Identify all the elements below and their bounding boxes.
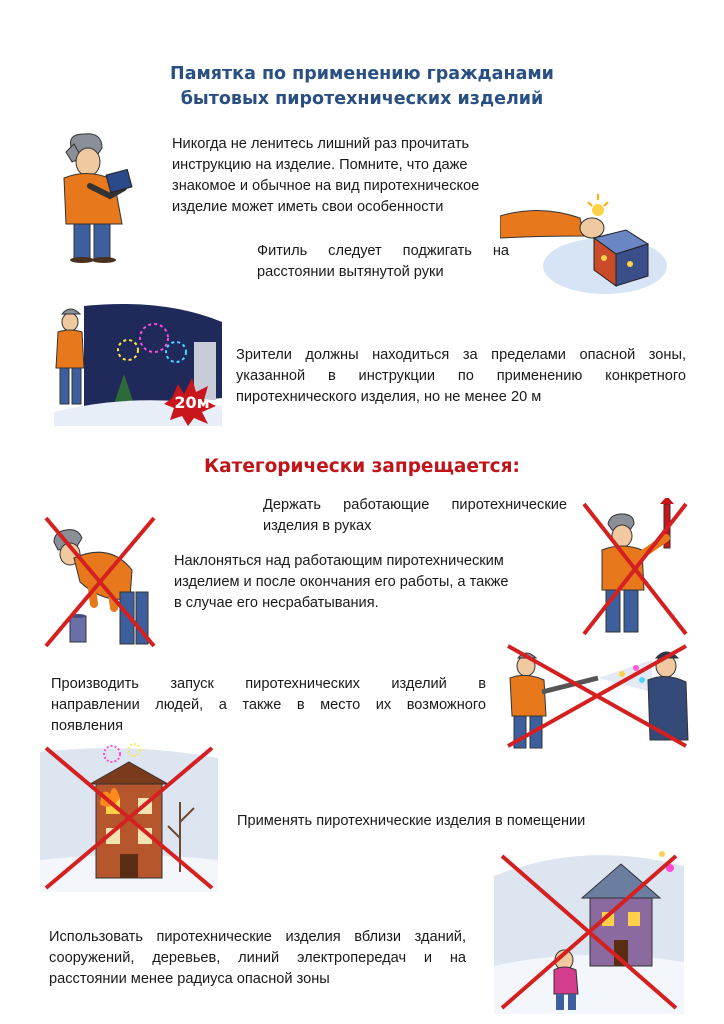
page-title <box>100 62 624 112</box>
lean-text: Наклоняться над работающим пиротехническим изделием и после окончания его работы, а также в случае его несрабатывания. <box>174 553 509 611</box>
instruction-text: Никогда не ленитесь лишний раз прочитать инструкцию на изделие. Помните, что даже знакомое и обычное на вид пиротехническое изделие может иметь свои особенности <box>172 136 480 215</box>
indoor-fireworks-illustration <box>40 742 218 892</box>
lighting-fuse-illustration <box>500 180 670 298</box>
spectators-text: Зрители должны находиться за пределами опасной зоны, указанной в инструкции по применению конкретного пиротехнического изделия, но не менее 20 м <box>236 347 686 405</box>
spectators-illustration <box>44 302 224 426</box>
man-reading-illustration <box>44 128 144 264</box>
leaning-man-illustration <box>40 512 160 652</box>
title-line-1: Памятка по применению гражданами <box>170 64 554 84</box>
distance-badge-text: 20м <box>174 393 210 412</box>
title-line-2: бытовых пиротехнических изделий <box>180 89 544 109</box>
holding-firework-illustration <box>580 498 690 638</box>
shooting-at-people-illustration <box>502 640 692 752</box>
near-buildings-illustration <box>494 846 684 1014</box>
hold-text: Держать работающие пиротехнические изделия в руках <box>263 497 567 534</box>
indoors-text: Применять пиротехнические изделия в помещении <box>237 813 586 829</box>
fuse-text-line1: Фитиль следует поджигать на <box>257 243 509 259</box>
prohibited-heading: Категорически запрещается: <box>204 456 520 477</box>
near-buildings-text: Использовать пиротехнические изделия вблизи зданий, сооружений, деревьев, линий электропередач и на расстоянии менее радиуса опасной зоны <box>49 929 466 987</box>
launch-at-people-text: Производить запуск пиротехнических изделий в направлении людей, а также в место их возможного появления <box>51 676 486 734</box>
fuse-text-line2: расстоянии вытянутой руки <box>257 264 444 280</box>
